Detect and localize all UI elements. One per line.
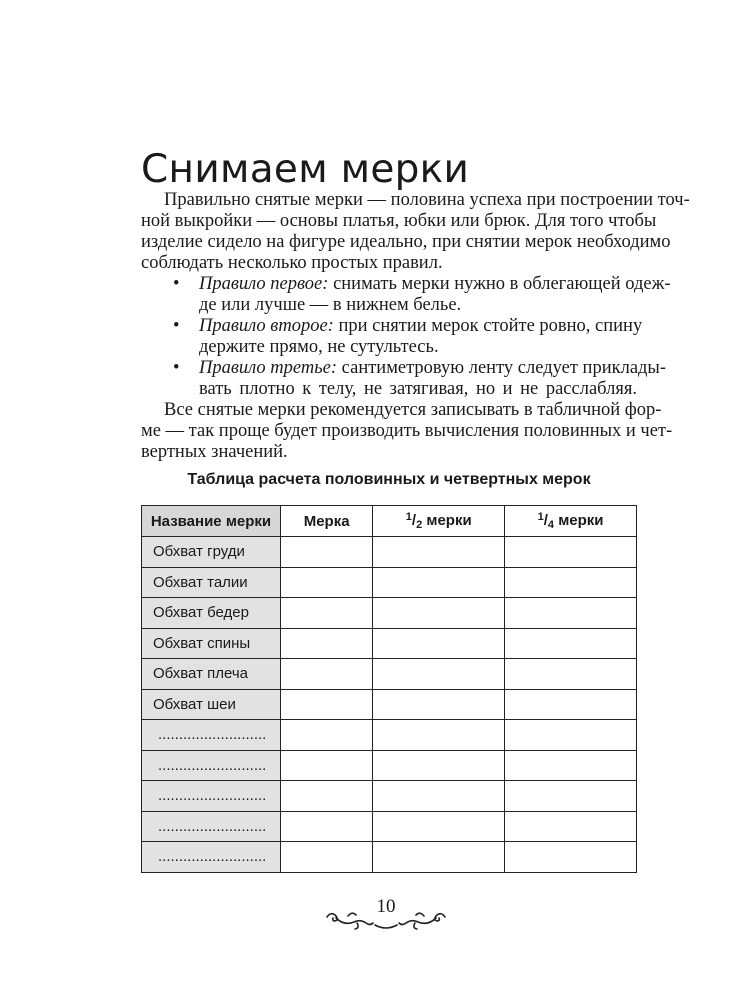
rule-item [141,316,643,337]
measurements-table [141,505,637,873]
rule-text: сантиметровую ленту следует приклады- [337,358,667,378]
bullet-icon: • [173,274,180,294]
rule-item [141,358,667,379]
half-cell[interactable] [373,537,505,568]
header-half: $^1/_2$ мерки [373,506,505,537]
flourish-ornament-icon [323,908,449,932]
quarter-cell[interactable] [505,567,637,598]
measure-cell[interactable] [281,598,373,629]
table-body [142,537,637,873]
half-cell[interactable] [373,628,505,659]
measurement-name-cell: .......................... [142,781,281,812]
half-cell[interactable] [373,720,505,751]
rule-label: Правило третье: [199,358,338,378]
rule-text-cont: держите прямо, не сутультесь. [199,337,439,357]
quarter-cell[interactable] [505,811,637,842]
page-number: 10 [376,896,396,917]
measure-cell[interactable] [281,628,373,659]
body-text [141,190,690,463]
half-cell[interactable] [373,811,505,842]
measure-cell[interactable] [281,659,373,690]
quarter-cell[interactable] [505,628,637,659]
measure-cell[interactable] [281,842,373,873]
quarter-cell[interactable] [505,537,637,568]
measurement-name-cell: Обхват талии [142,567,281,598]
table-row [142,720,637,751]
table-row [142,750,637,781]
rule-label: Правило первое: [199,274,329,294]
table-caption: Таблица расчета половинных и четвертных мерок [187,471,591,488]
rule-text: при снятии мерок стойте ровно, спину [333,316,643,336]
paragraph-line: вертных значений. [141,442,288,462]
quarter-cell[interactable] [505,750,637,781]
half-cell[interactable] [373,750,505,781]
measurement-name-cell: .......................... [142,842,281,873]
header-quarter: $^1/_4$ мерки [505,506,637,537]
bullet-icon: • [173,358,180,378]
measurement-name-cell: Обхват шеи [142,689,281,720]
table-row [142,628,637,659]
table-row [142,659,637,690]
page-footer [323,896,449,932]
half-cell[interactable] [373,659,505,690]
quarter-cell[interactable] [505,598,637,629]
paragraph-line: ме — так проще будет производить вычисления половинных и чет- [141,421,673,441]
table-row [142,811,637,842]
paragraph-line: Все снятые мерки рекомендуется записывать в табличной фор- [164,400,662,420]
paragraph-line: изделие сидело на фигуре идеально, при снятии мерок необходимо [141,232,671,252]
measure-cell[interactable] [281,537,373,568]
measurement-name-cell: .......................... [142,720,281,751]
measurement-name-cell: Обхват спины [142,628,281,659]
quarter-cell[interactable] [505,720,637,751]
rule-label: Правило второе: [199,316,334,336]
half-cell[interactable] [373,598,505,629]
quarter-cell[interactable] [505,659,637,690]
table-header-row [142,506,637,537]
measure-cell[interactable] [281,811,373,842]
measurement-name-cell: .......................... [142,811,281,842]
quarter-cell[interactable] [505,781,637,812]
measure-cell[interactable] [281,567,373,598]
measurement-name-cell: Обхват плеча [142,659,281,690]
table-row [142,567,637,598]
table-row [142,598,637,629]
table-row [142,537,637,568]
measurement-name-cell: Обхват бедер [142,598,281,629]
half-cell[interactable] [373,842,505,873]
table-row [142,842,637,873]
measure-cell[interactable] [281,720,373,751]
header-measure: Мерка [281,506,373,537]
measure-cell[interactable] [281,750,373,781]
half-cell[interactable] [373,781,505,812]
table-row [142,689,637,720]
table-row [142,781,637,812]
rule-item [141,274,671,295]
half-cell[interactable] [373,689,505,720]
measurement-name-cell: Обхват груди [142,537,281,568]
paragraph-line: Правильно снятые мерки — половина успеха при построении точ- [164,190,690,210]
rule-text: снимать мерки нужно в облегающей одеж- [328,274,671,294]
rule-text-cont: де или лучше — в нижнем белье. [199,295,462,315]
paragraph-line: ной выкройки — основы платья, юбки или брюк. Для того чтобы [141,211,657,231]
half-cell[interactable] [373,567,505,598]
rule-text-cont: вать плотно к телу, не затягивая, но и не расслабляя. [199,379,637,399]
header-name: Название мерки [142,506,281,537]
measure-cell[interactable] [281,689,373,720]
quarter-cell[interactable] [505,842,637,873]
quarter-cell[interactable] [505,689,637,720]
measurement-name-cell: .......................... [142,750,281,781]
bullet-icon: • [173,316,180,336]
paragraph-line: соблюдать несколько простых правил. [141,253,443,273]
page-title: Снимаем мерки [141,147,470,193]
measure-cell[interactable] [281,781,373,812]
